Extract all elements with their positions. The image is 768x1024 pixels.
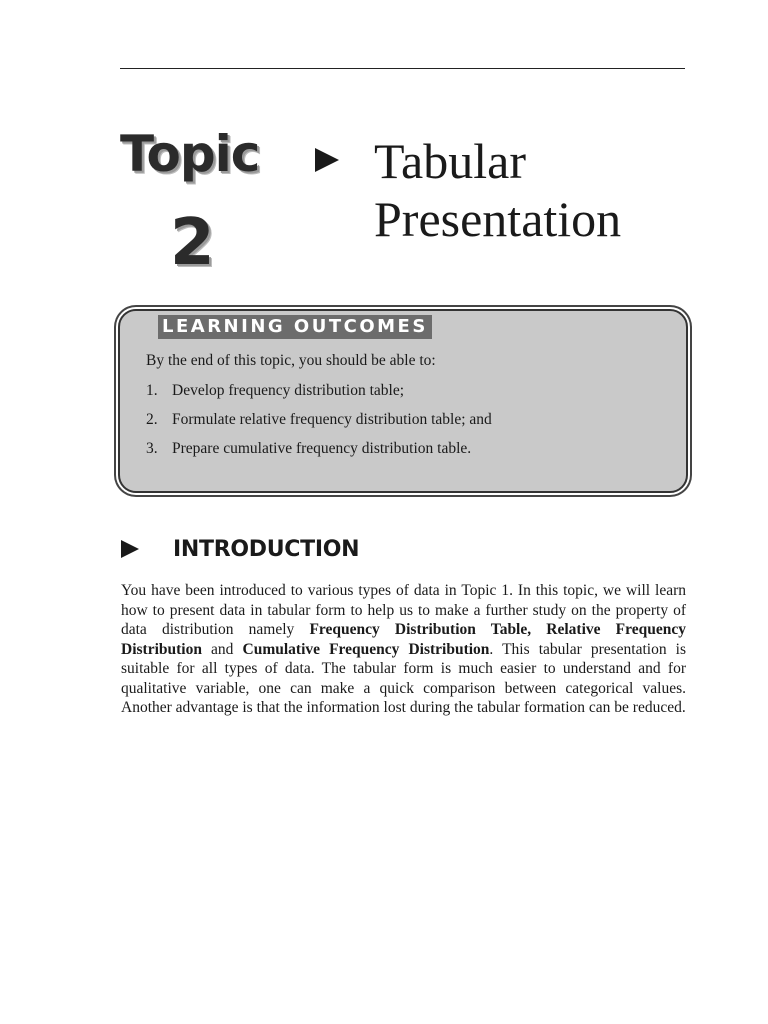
section-heading: INTRODUCTION (173, 537, 360, 562)
paragraph-text: and (201, 640, 243, 658)
paragraph-text: You have been introduced to various types of data in Topic 1. In this topic, we will learn how to present data in tabular form to help us to make a further study on the property of data distribution namely (121, 582, 686, 638)
learning-outcomes-list (146, 381, 492, 468)
triangle-arrow-icon (315, 148, 339, 172)
introduction-paragraph (121, 581, 686, 718)
triangle-arrow-icon (121, 540, 139, 558)
topic-word: Topic (120, 125, 260, 183)
title-line-1: Tabular (374, 133, 526, 189)
learning-outcomes-intro: By the end of this topic, you should be able to: (146, 352, 436, 369)
list-item-text: Prepare cumulative frequency distribution table. (172, 440, 472, 457)
learning-outcomes-label: LEARNING OUTCOMES (158, 315, 432, 339)
list-item-text: Develop frequency distribution table; (172, 382, 405, 399)
learning-outcomes-box (118, 309, 688, 493)
list-item-number: 2. (146, 411, 158, 428)
list-item-number: 1. (146, 382, 158, 399)
paragraph-text: . This tabular presentation is suitable for all types of data. The tabular form is much easier to understand and for qualitative variable, one can make a quick comparison between categorical values. Another advantage is that the information lost during the tabular formation can be reduced. (121, 640, 686, 716)
list-item (146, 381, 492, 410)
list-item (146, 410, 492, 439)
title-line-2: Presentation (374, 191, 622, 247)
bold-term: Cumulative Frequency Distribution (242, 640, 490, 658)
list-item-number: 3. (146, 440, 158, 457)
list-item (146, 439, 492, 468)
top-rule (120, 68, 685, 69)
topic-number: 2 (170, 206, 214, 280)
page-title (374, 132, 734, 248)
bold-term: Frequency Distribution Table, Relative Frequency Distribution (121, 621, 687, 658)
list-item-text: Formulate relative frequency distribution table; and (172, 411, 492, 428)
